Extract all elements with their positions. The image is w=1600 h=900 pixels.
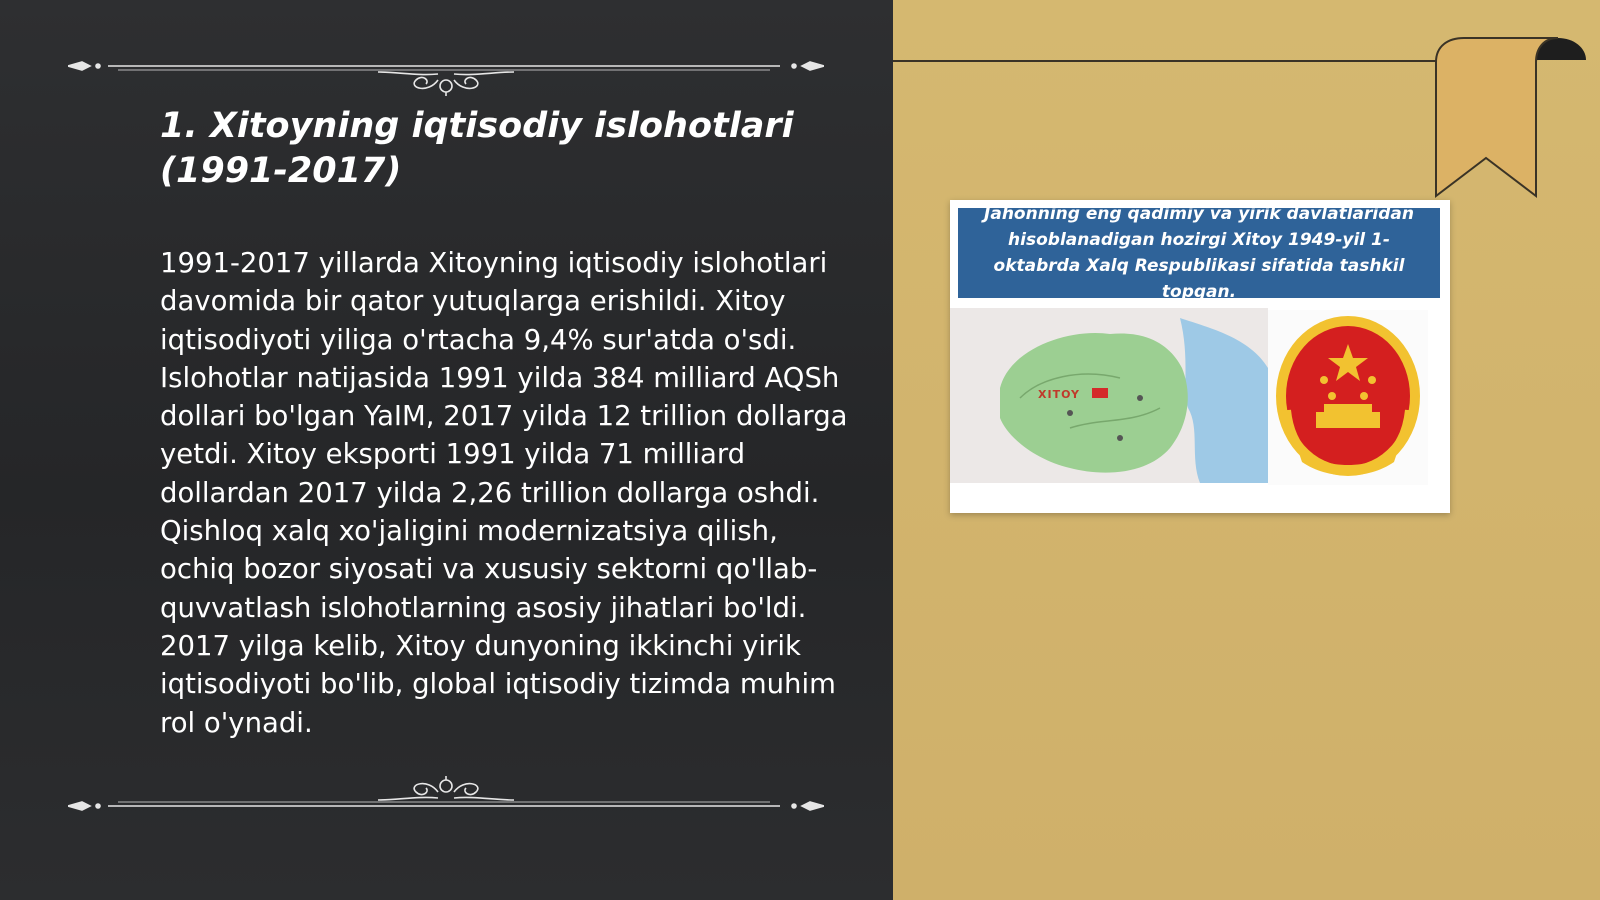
scroll-divider-icon [68, 776, 824, 836]
image-caption: Jahonning eng qadimiy va yirik davlatlaridan hisoblanadigan hozirgi Xitoy 1949-yil 1-oktabrda Xalq Respublikasi sifatida tashkil topgan. [956, 206, 1442, 300]
header-rule [893, 60, 1438, 62]
china-map-icon [950, 308, 1268, 483]
china-photo [950, 200, 1450, 513]
body-text: 1991-2017 yillarda Xitoyning iqtisodiy islohotlari davomida bir qator yutuqlarga erishildi. Xitoy iqtisodiyoti yiliga o'rtacha 9,4% sur'atda o'sdi. Islohotlar natijasida 1991 yilda 384 milliard AQSh dollari bo'lgan YaIM, 2017 yilda 12 trillion dollarga yetdi. Xitoy eksporti 1991 yilda 71 milliard dollardan 2017 yilda 2,26 trillion dollarga oshdi. Qishloq xalq xo'jaligini modernizatsiya qilish, ochiq bozor siyosati va xususiy sektorni qo'llab-quvvatlash islohotlarning asosiy jihatlari bo'ldi. 2017 yilga kelib, Xitoy dunyoning ikkinchi yirik iqtisodiyoti bo'lib, global iqtisodiy tizimda muhim rol o'ynadi. [160, 247, 848, 739]
bookmark-ribbon-icon [1434, 34, 1594, 200]
national-emblem-icon [1268, 310, 1428, 485]
slide-title: 1. Xitoyning iqtisodiy islohotlari (1991-2017) [160, 106, 794, 191]
map-label: XITOY [1038, 388, 1081, 401]
scroll-divider-icon [68, 36, 824, 96]
